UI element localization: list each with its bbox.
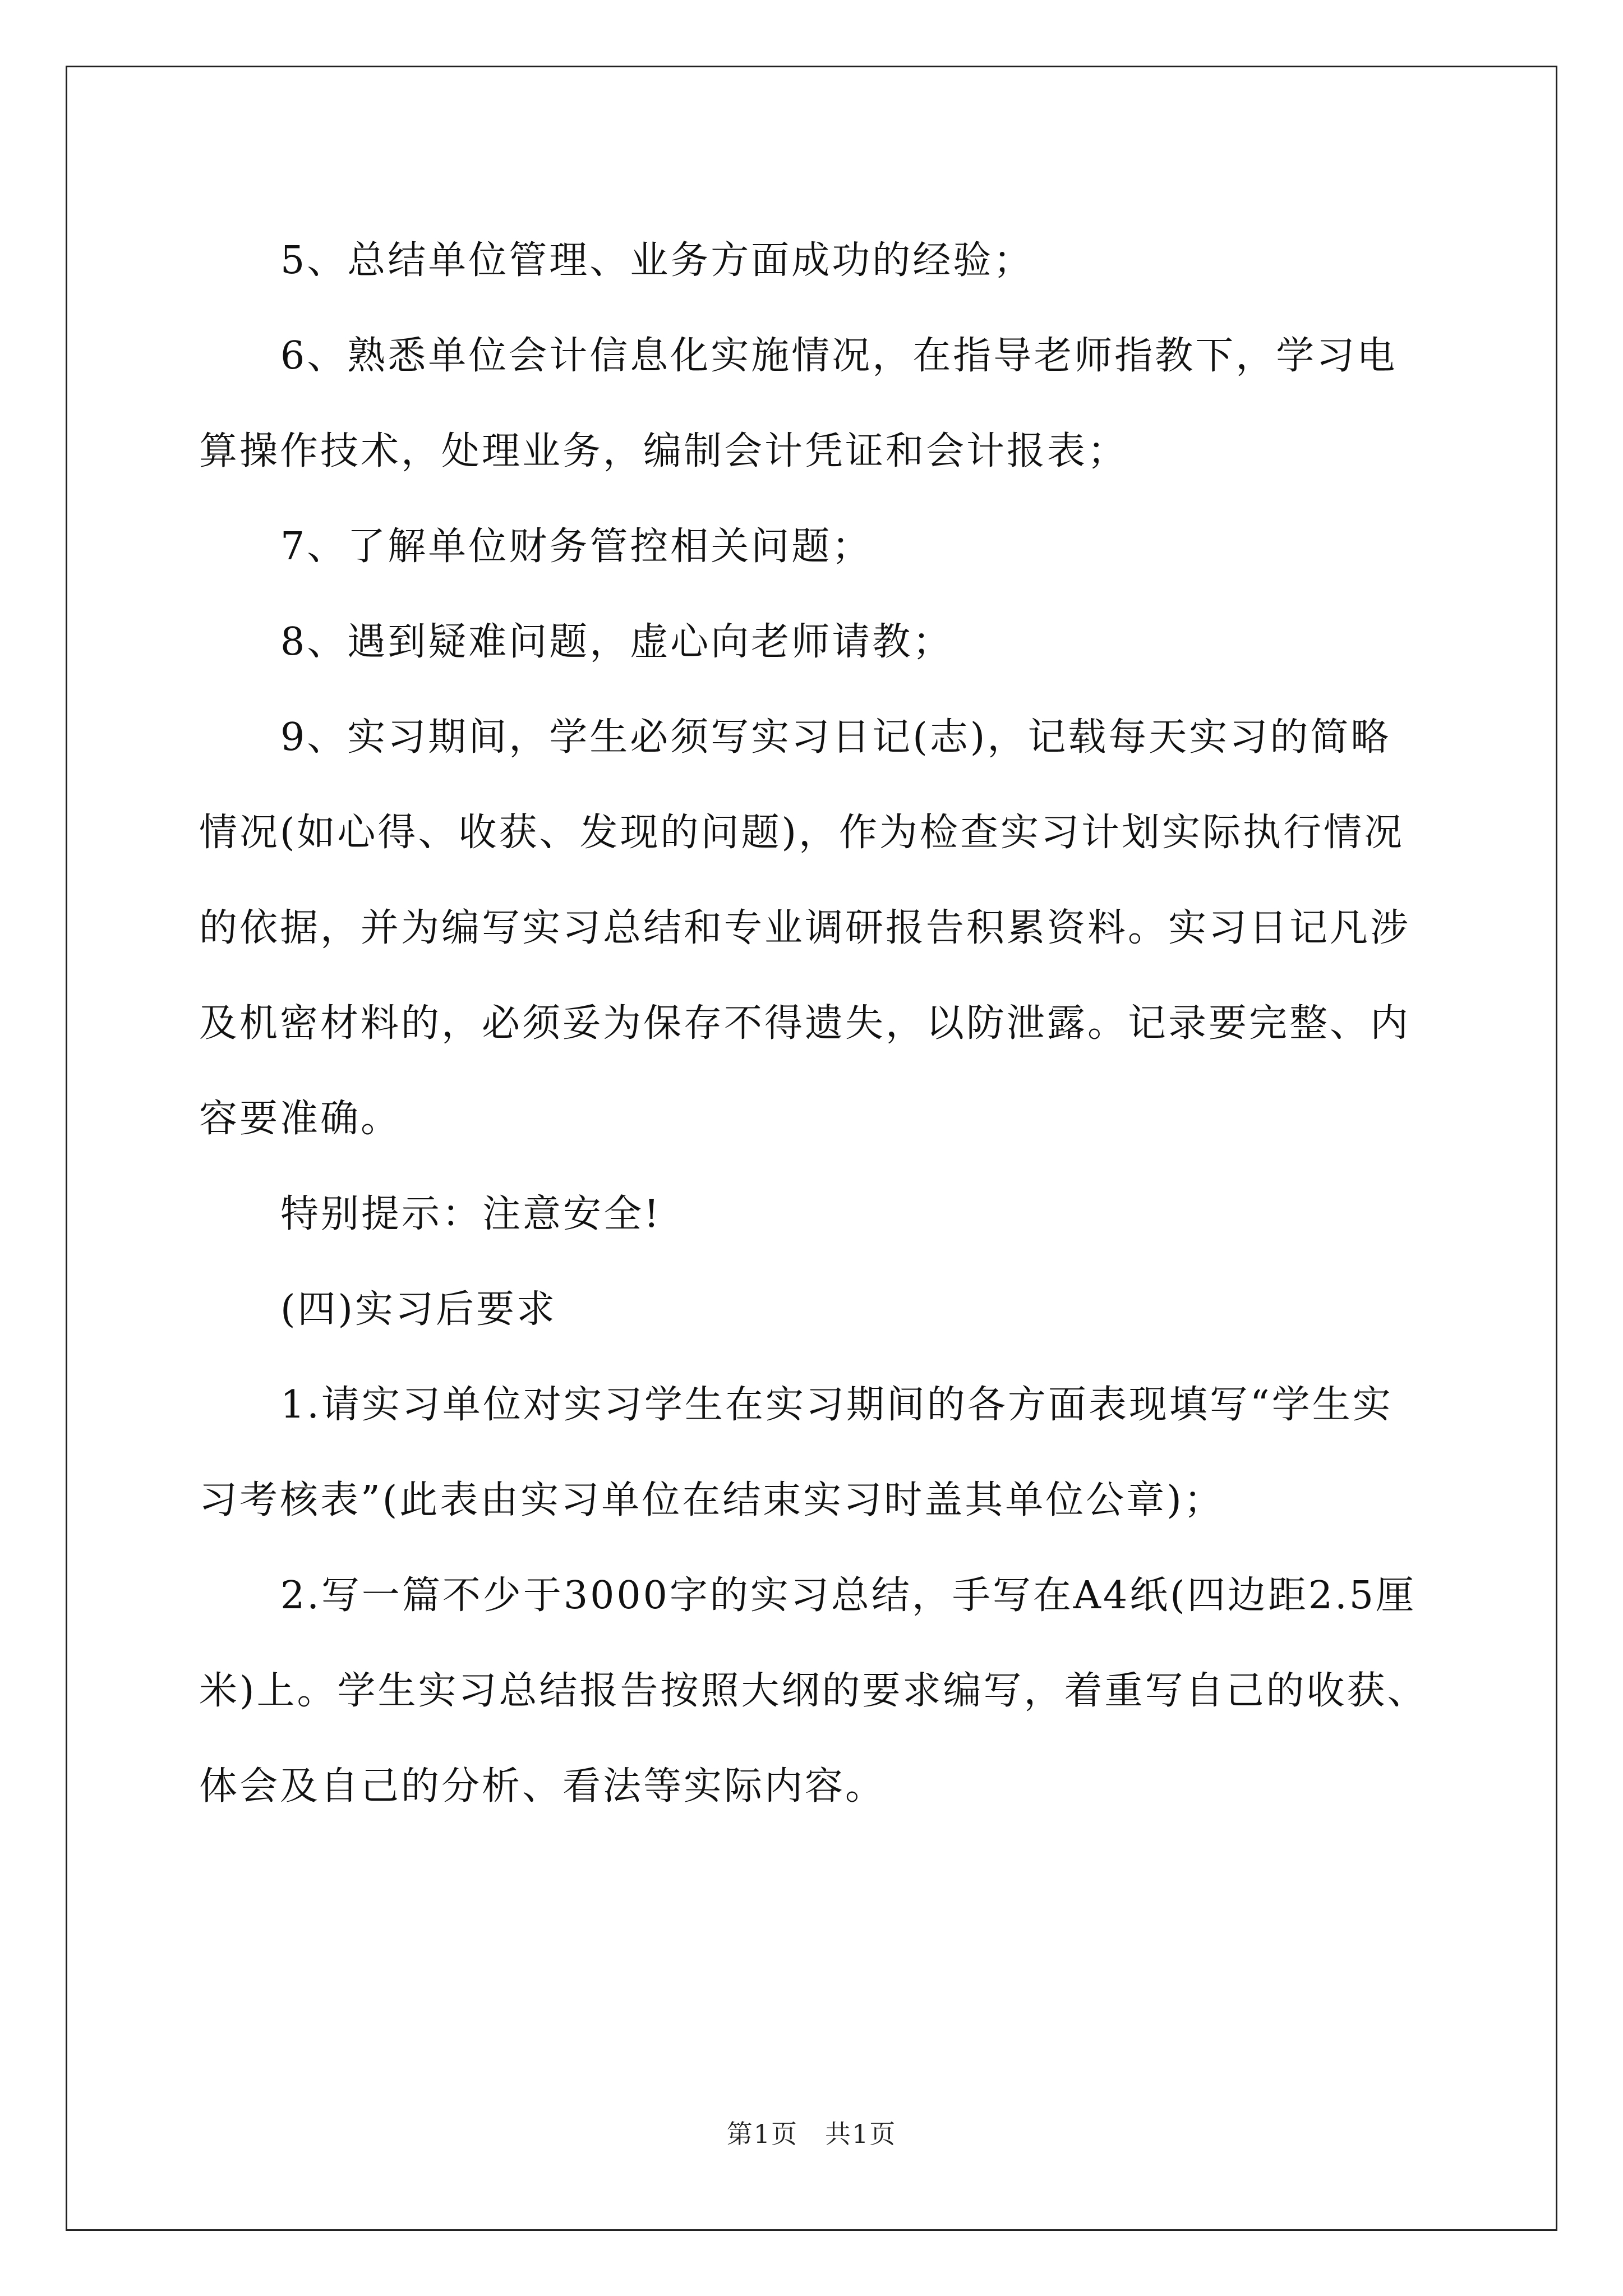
paragraph-5: 5、总结单位管理、业务方面成功的经验；: [280, 238, 1034, 283]
requirement-1: 1.请实习单位对实习学生在实习期间的各方面表现填写“学生实习考核表”(此表由实习单位在结束实习时盖其单位公章)；: [199, 1383, 1393, 1522]
section-heading-post-internship: (四)实习后要求: [280, 1287, 557, 1332]
paragraph-6: 6、熟悉单位会计信息化实施情况，在指导老师指教下，学习电算操作技术，处理业务，编制会计凭证和会计报表；: [199, 334, 1398, 473]
safety-notice: 特别提示：注意安全!: [280, 1192, 662, 1236]
requirement-2: 2.写一篇不少于3000字的实习总结，手写在A4纸(四边距2.5厘米)上。学生实习总结报告按照大纲的要求编写，着重写自己的收获、体会及自己的分析、看法等实际内容。: [199, 1573, 1428, 1809]
paragraph-8: 8、遇到疑难问题，虚心向老师请教；: [280, 620, 953, 664]
document-body: [199, 213, 1430, 1834]
paragraph-7: 7、了解单位财务管控相关问题；: [280, 524, 873, 569]
paragraph-9: 9、实习期间，学生必须写实习日记(志)，记载每天实习的简略情况(如心得、收获、发现的问题)，作为检查实习计划实际执行情况的依据，并为编写实习总结和专业调研报告积累资料。实习日记凡涉及机密材料的，必须妥为保存不得遗失，以防泄露。记录要完整、内容要准确。: [199, 715, 1411, 1141]
page-number-footer: 第1页 共1页: [726, 2119, 897, 2149]
